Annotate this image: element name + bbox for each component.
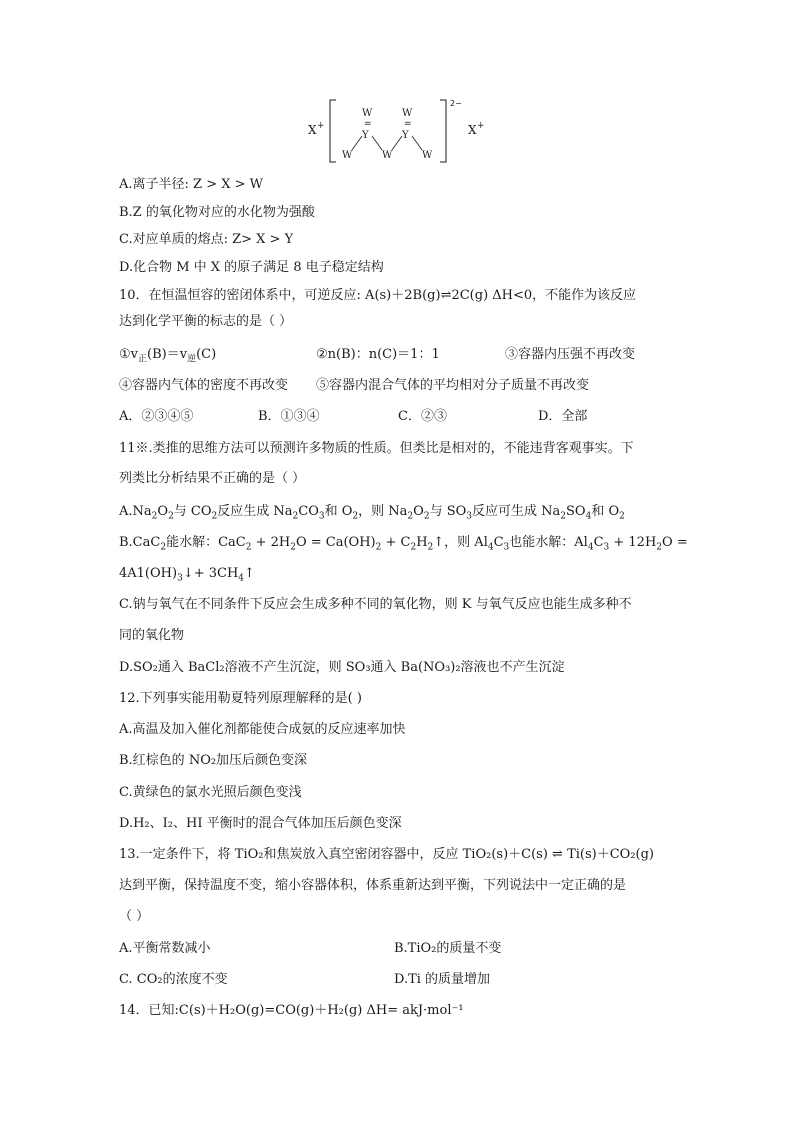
double-bond-left: = <box>364 119 372 129</box>
q11b-l2b: ↓+ 3CH <box>182 566 239 581</box>
q10-stem-line2: 达到化学平衡的标志的是（ ） <box>119 314 293 329</box>
q11a-t12: 和 O <box>591 504 620 519</box>
atom-w-bottom-left: W <box>342 150 353 161</box>
q14-stem: 14．已知:C(s)＋H₂O(g)=CO(g)＋H₂(g) ΔH= akJ·mol⁻¹ <box>119 1003 464 1018</box>
q11b-s3: 2 <box>290 542 296 553</box>
q10-item-4: ④容器内气体的密度不再改变 <box>119 378 289 393</box>
atom-w-top-right: W <box>402 108 413 119</box>
q13-option-d: D.Ti 的质量增加 <box>394 972 491 987</box>
q11b-t10: C <box>593 535 604 550</box>
q10-option-d: D．全部 <box>538 409 588 424</box>
q11a-t6: 和 O <box>324 504 353 519</box>
q11-option-d: D.SO₂通入 BaCl₂溶液不产生沉淀，则 SO₃通入 Ba(NO₃)₂溶液也不产生沉淀 <box>119 660 565 675</box>
q11a-s6: 2 <box>352 511 359 522</box>
q11b-t7: ↑，则 Al <box>433 535 488 550</box>
q11b-l2s2: 4 <box>238 573 245 584</box>
q11b-t3: + 2H <box>251 535 291 550</box>
q11b-t9: 也能水解：Al <box>509 535 588 550</box>
q10-item-1 <box>119 346 216 364</box>
q11b-t8: C <box>493 535 504 550</box>
q11-option-b-line2 <box>119 565 255 583</box>
q11-option-a <box>119 503 625 521</box>
q13-stem-line3: （ ） <box>119 909 150 924</box>
q10-item-2: ②n(B)：n(C)＝1：1 <box>316 347 440 362</box>
cation-right-charge: + <box>477 121 485 131</box>
q11a-s3: 2 <box>211 511 218 522</box>
q13-stem-line1: 13.一定条件下，将 TiO₂和焦炭放入真空密闭容器中，反应 TiO₂(s)＋C(s) ⇌ Ti(s)＋CO₂(g) <box>119 847 654 862</box>
q11a-t7: ，则 Na <box>358 504 408 519</box>
q11b-l2a: 4A1(OH) <box>119 566 178 581</box>
q11a-s10: 2 <box>560 511 566 522</box>
q10-item-3: ③容器内压强不再改变 <box>505 347 636 362</box>
q11a-s11: 4 <box>585 511 592 522</box>
atom-w-bottom-mid: W <box>382 150 393 161</box>
q12-stem: 12.下列事实能用勒夏特列原理解释的是( ) <box>119 691 362 706</box>
q10-stem-post: 2C(g) ΔH<0，不能作为该反应 <box>451 288 637 303</box>
q11-option-c-line2: 同的氧化物 <box>119 628 185 643</box>
q11a-t4: 反应生成 Na <box>217 504 293 519</box>
cation-left: X <box>308 123 317 137</box>
q10-option-c: C．②③ <box>398 409 447 424</box>
q11b-s2: 2 <box>245 542 252 553</box>
double-bond-right: = <box>404 119 412 129</box>
q11a-t5: CO <box>298 504 319 519</box>
q11a-s7: 2 <box>407 511 414 522</box>
q11-stem-line1: 11※.类推的思维方法可以预测许多物质的性质。但类比是相对的，不能违背客观事实。下 <box>119 441 634 456</box>
q10-stem-line1 <box>119 287 636 305</box>
q12-option-a: A.高温及加入催化剂都能使合成氨的反应速率加快 <box>119 722 406 737</box>
q12-option-d: D.H₂、I₂、HI 平衡时的混合气体加压后颜色变深 <box>119 816 402 831</box>
q11a-s2: 2 <box>168 511 174 522</box>
q12-option-c: C.黄绿色的氯水光照后颜色变浅 <box>119 785 302 800</box>
q11b-t11: + 12H <box>609 535 657 550</box>
q10-option-b: B．①③④ <box>258 409 320 424</box>
q9-option-a: A.离子半径: Z > X > W <box>119 177 263 192</box>
q11a-t1: A.Na <box>119 504 152 519</box>
q11a-t9: 与 SO <box>429 504 467 519</box>
cation-left-charge: + <box>317 121 325 131</box>
q11a-s9: 3 <box>466 511 472 522</box>
q11b-s7: 4 <box>487 542 494 553</box>
q13-stem-line2: 达到平衡，保持温度不变，缩小容器体积，体系重新达到平衡，下列说法中一定正确的是 <box>119 878 627 893</box>
q11b-t4: O = Ca(OH) <box>295 535 376 550</box>
q11-stem-line2: 列类比分析结果不正确的是（ ） <box>119 471 306 486</box>
q11b-s11: 2 <box>656 542 663 553</box>
q11a-t2: O <box>157 504 169 519</box>
q11a-s12: 2 <box>619 511 625 522</box>
q10-stem-pre: 10．在恒温恒容的密闭体系中，可逆反应: A(s)＋2B(g) <box>119 288 441 303</box>
q10-item1-a: ①v <box>119 347 138 362</box>
atom-y-right: Y <box>402 130 409 141</box>
q11b-t5: + C <box>381 535 411 550</box>
q11b-s9: 4 <box>587 542 594 553</box>
q11a-s5: 3 <box>318 511 325 522</box>
q10-item-5: ⑤容器内混合气体的平均相对分子质量不再改变 <box>316 378 590 393</box>
q11b-s4: 2 <box>375 542 382 553</box>
q11a-s8: 2 <box>423 511 430 522</box>
reversible-arrow-icon: ⇌ <box>440 288 452 303</box>
anion-structure-diagram <box>300 96 485 168</box>
q13-option-b: B.TiO₂的质量不变 <box>394 941 502 956</box>
q11a-t3: 与 CO <box>173 504 212 519</box>
q11b-t6: H <box>416 535 428 550</box>
q11b-s5: 2 <box>410 542 417 553</box>
q11a-s4: 2 <box>292 511 299 522</box>
q11b-t12: O = <box>662 535 688 550</box>
q11b-t2: 能水解：CaC <box>166 535 246 550</box>
q11b-s1: 2 <box>160 542 167 553</box>
q12-option-b: B.红棕色的 NO₂加压后颜色变深 <box>119 753 308 768</box>
anion-charge: 2− <box>450 99 462 108</box>
q10-item1-b: (B)＝v <box>147 347 188 362</box>
q13-option-a: A.平衡常数减小 <box>119 941 211 956</box>
atom-y-left: Y <box>362 130 369 141</box>
q11-option-b-line1 <box>119 534 688 552</box>
atom-w-top-left: W <box>362 108 373 119</box>
q11a-t11: SO <box>566 504 586 519</box>
q11b-s8: 3 <box>503 542 510 553</box>
q11a-s1: 2 <box>151 511 158 522</box>
q10-item1-sub-forward: 正 <box>138 354 148 365</box>
q11b-s10: 3 <box>603 542 610 553</box>
q13-option-c: C. CO₂的浓度不变 <box>119 972 228 987</box>
q11b-t1: B.CaC <box>119 535 161 550</box>
q11b-s6: 2 <box>427 542 434 553</box>
q11-option-c-line1: C.钠与氧气在不同条件下反应会生成多种不同的氧化物，则 K 与氧气反应也能生成多种不 <box>119 597 632 612</box>
q11b-l2c: ↑ <box>244 566 255 581</box>
q10-item1-sub-reverse: 逆 <box>187 354 197 365</box>
q9-option-c: C.对应单质的熔点: Z> X > Y <box>119 232 294 247</box>
q10-item1-c: (C) <box>196 347 217 362</box>
bracket-right <box>440 100 446 162</box>
q10-option-a: A．②③④⑤ <box>119 409 194 424</box>
atom-w-bottom-right: W <box>422 150 433 161</box>
q9-option-b: B.Z 的氧化物对应的水化物为强酸 <box>119 205 315 220</box>
q11a-t10: 反应可生成 Na <box>472 504 561 519</box>
cation-right: X <box>468 123 477 137</box>
bracket-left <box>330 100 336 162</box>
q9-option-d: D.化合物 M 中 X 的原子满足 8 电子稳定结构 <box>119 260 384 275</box>
q11b-l2s1: 3 <box>177 573 183 584</box>
q11a-t8: O <box>413 504 424 519</box>
